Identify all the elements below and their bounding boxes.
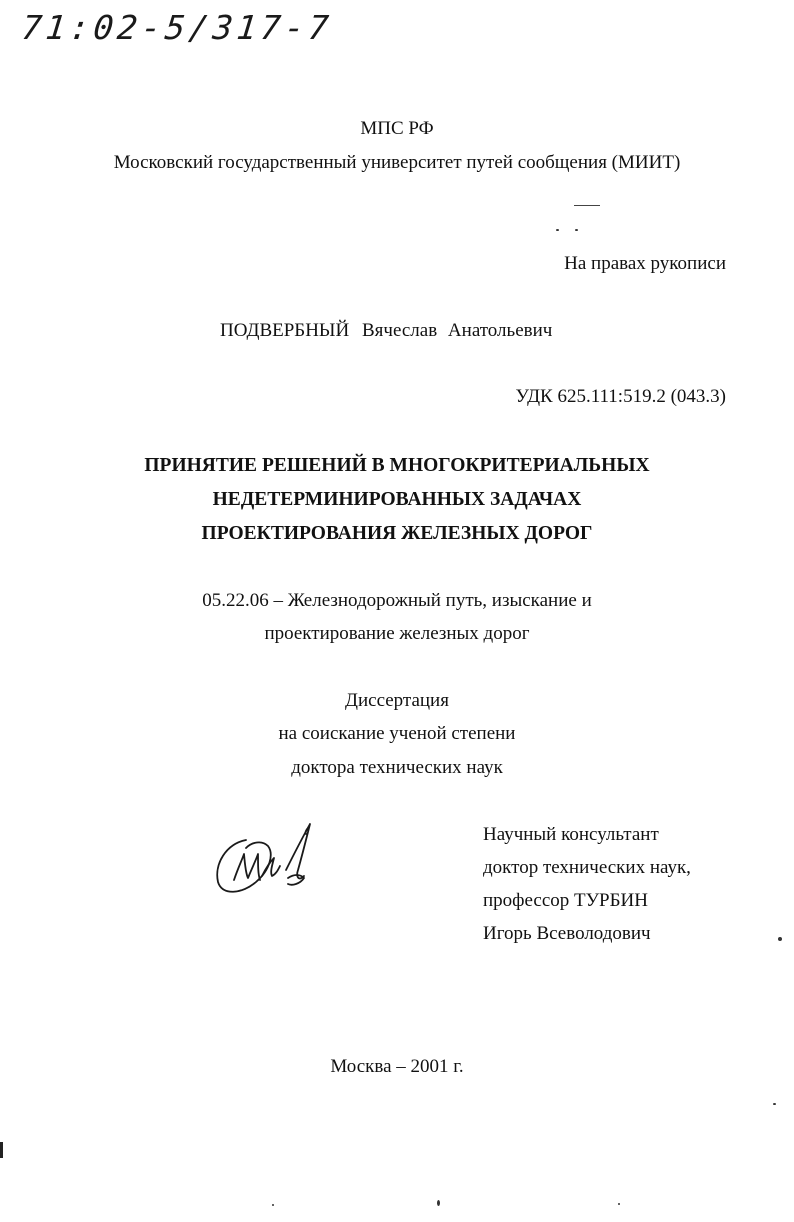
scan-edge-mark bbox=[0, 1142, 3, 1158]
place-and-year: Москва – 2001 г. bbox=[330, 1056, 464, 1077]
dissertation-type: Диссертация bbox=[345, 690, 449, 711]
scan-dot-mark bbox=[618, 1203, 620, 1205]
scan-dot-mark bbox=[778, 937, 782, 941]
archive-code: 71:02-5/317-7 bbox=[19, 8, 335, 47]
advisor-degree: доктор технических наук, bbox=[483, 857, 691, 878]
ministry-name: МПС РФ bbox=[360, 118, 434, 139]
advisor-role: Научный консультант bbox=[483, 824, 659, 845]
handwritten-signature-icon bbox=[212, 818, 322, 898]
scan-dash-mark bbox=[574, 205, 600, 206]
degree-purpose: на соискание ученой степени bbox=[278, 723, 516, 744]
author-name bbox=[220, 320, 552, 342]
udc-code: УДК 625.111:519.2 (043.3) bbox=[515, 386, 726, 407]
author-given-names: Вячеслав Анатольевич bbox=[361, 320, 553, 341]
specialty-line-2: проектирование железных дорог bbox=[264, 623, 530, 644]
thesis-title-line-1: ПРИНЯТИЕ РЕШЕНИЙ В МНОГОКРИТЕРИАЛЬНЫХ bbox=[144, 455, 650, 476]
thesis-title-line-2: НЕДЕТЕРМИНИРОВАННЫХ ЗАДАЧАХ bbox=[212, 489, 582, 510]
degree-name: доктора технических наук bbox=[291, 757, 503, 778]
advisor-given-names: Игорь Всеволодович bbox=[483, 923, 651, 944]
scan-dot-mark bbox=[437, 1200, 440, 1206]
university-name: Московский государственный университет путей сообщения (МИИТ) bbox=[113, 152, 681, 173]
advisor-title-surname: профессор ТУРБИН bbox=[483, 890, 648, 911]
scan-dot-mark bbox=[575, 229, 578, 231]
scan-dot-mark bbox=[773, 1103, 776, 1105]
thesis-title-line-3: ПРОЕКТИРОВАНИЯ ЖЕЛЕЗНЫХ ДОРОГ bbox=[201, 523, 593, 544]
author-surname: ПОДВЕРБНЫЙ bbox=[220, 320, 350, 341]
scan-dot-mark bbox=[272, 1204, 274, 1206]
rights-note: На правах рукописи bbox=[564, 253, 726, 274]
scan-dot-mark bbox=[556, 229, 559, 231]
specialty-line-1: 05.22.06 – Железнодорожный путь, изыскание и bbox=[202, 590, 592, 611]
